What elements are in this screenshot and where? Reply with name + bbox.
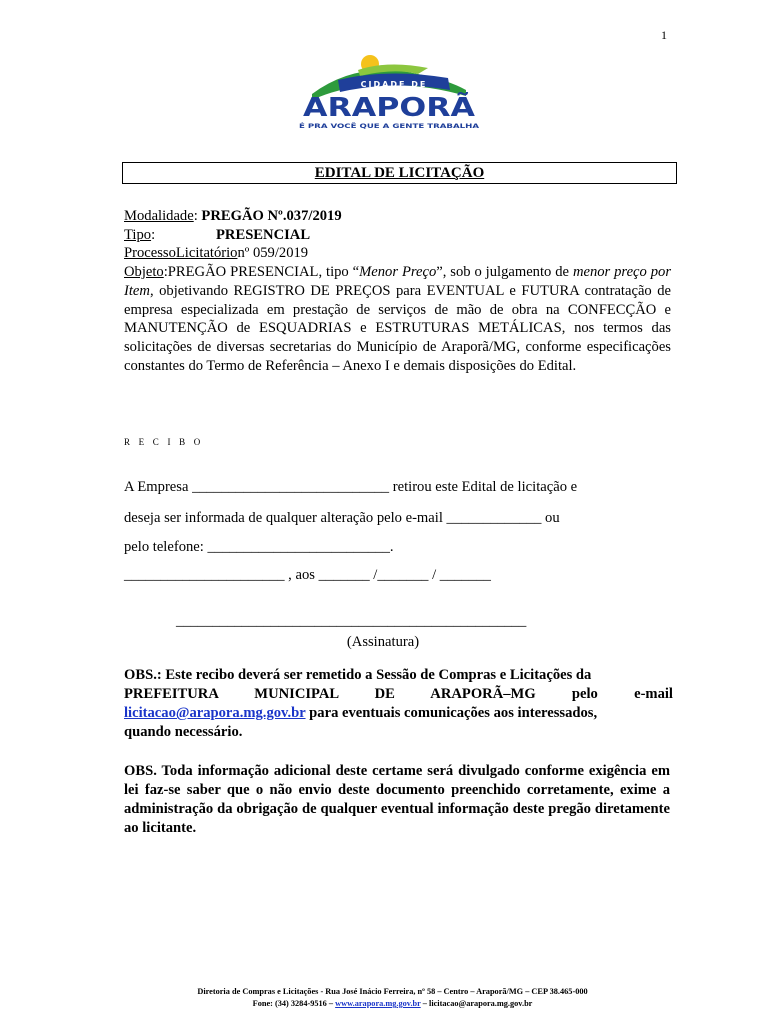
logo-top-text: CIDADE DE <box>360 80 428 89</box>
footer-address: Diretoria de Compras e Licitações - Rua José Inácio Ferreira, nº 58 – Centro – Araporã/MG – CEP 38.465-000 <box>197 987 588 996</box>
obs1-line4: quando necessário. <box>124 724 243 740</box>
recibo-label: R E C I B O <box>124 437 204 447</box>
objeto-italic-2: menor preço por Item <box>124 264 672 299</box>
footer-website-link[interactable]: www.arapora.mg.gov.br <box>335 999 421 1008</box>
logo-main-text: ARAPORÃ <box>303 93 445 123</box>
processo-value: nº 059/2019 <box>237 245 309 262</box>
document-title-box <box>122 162 677 184</box>
document-title: EDITAL DE LICITAÇÃO <box>314 165 485 181</box>
page-number: 1 <box>661 28 667 42</box>
obs1-email-link[interactable]: licitacao@arapora.mg.gov.br <box>124 705 306 721</box>
recibo-line-empresa: A Empresa ___________________________ retirou este Edital de licitação e <box>124 479 578 495</box>
processo-label: ProcessoLicitatório <box>124 245 238 262</box>
tipo-value: PRESENCIAL <box>216 226 311 243</box>
objeto-label: Objeto <box>124 264 164 281</box>
city-logo <box>298 50 480 132</box>
recibo-line-telefone: pelo telefone: _________________________. <box>124 539 394 555</box>
processo-line <box>124 244 671 263</box>
footer-phone: Fone: (34) 3284-9516 – <box>252 999 336 1008</box>
signature-label: (Assinatura) <box>346 634 420 650</box>
signature-line: ________________________________________________ <box>176 613 527 629</box>
recibo-line-date: ______________________ , aos _______ /_______ / _______ <box>124 567 491 583</box>
obs1-line2: PREFEITURA MUNICIPAL DE ARAPORÃ–MG pelo e-mail <box>124 686 673 702</box>
objeto-paragraph: Objeto:PREGÃO PRESENCIAL, tipo “Menor Preço”, sob o julgamento de menor preço por Item, objetivando REGISTRO DE PREÇOS para EVENTUAL e FUTURA contratação de empresa especializada em prestação de serviços de mão de obra na CONFECÇÃO e MANUTENÇÃO de ESQUADRIAS e ESTRUTURAS METÁLICAS, nos termos das solicitações de diversas secretarias do Município de Araporã/MG, conforme especificações constantes do Termo de Referência – Anexo I e demais disposições do Edital. <box>124 264 672 374</box>
logo-tagline: É PRA VOCÊ QUE A GENTE TRABALHA <box>299 123 429 130</box>
edital-info <box>124 207 671 375</box>
footer <box>120 986 665 1010</box>
obs1-line3-rest: para eventuais comunicações aos interessados, <box>305 705 598 721</box>
objeto-text-3: , objetivando REGISTRO DE PREÇOS para EVENTUAL e FUTURA contratação de empresa especializada em prestação de serviços de mão de obra na CONFECÇÃO e MANUTENÇÃO de ESQUADRIAS e ESTRUTURAS METÁLICAS, nos termos das solicitações de diversas secretarias do Município de Araporã/MG, conforme especificações constantes do Termo de Referência – Anexo I e demais disposições do Edital. <box>124 282 671 374</box>
obs1-line1: OBS.: Este recibo deverá ser remetido a Sessão de Compras e Licitações da <box>124 667 592 683</box>
obs-additional-info: OBS. Toda informação adicional deste certame será divulgado conforme exigência em lei faz-se saber que o não envio deste documento preenchido corretamente, exime a administração da obrigação de qualquer eventual informação deste pregão diretamente ao licitante. <box>124 763 670 836</box>
obs1-line3 <box>124 704 673 723</box>
footer-contact <box>120 998 665 1010</box>
modalidade-label: Modalidade <box>124 208 194 224</box>
objeto-text-2: ”, sob o julgamento de <box>436 264 573 281</box>
modalidade-line: Modalidade: PREGÃO Nº.037/2019 <box>124 208 342 224</box>
tipo-label: Tipo <box>124 226 152 243</box>
objeto-italic-1: Menor Preço <box>359 264 437 281</box>
tipo-line: Tipo: PRESENCIAL <box>124 226 311 243</box>
objeto-text-1: PREGÃO PRESENCIAL, tipo “ <box>167 264 360 281</box>
footer-email: – licitacao@arapora.mg.gov.br <box>420 999 533 1008</box>
modalidade-value: PREGÃO Nº.037/2019 <box>201 208 342 224</box>
recibo-line-email: deseja ser informada de qualquer alteração pelo e-mail _____________ ou <box>124 510 560 526</box>
obs-recibo-note <box>124 666 673 742</box>
